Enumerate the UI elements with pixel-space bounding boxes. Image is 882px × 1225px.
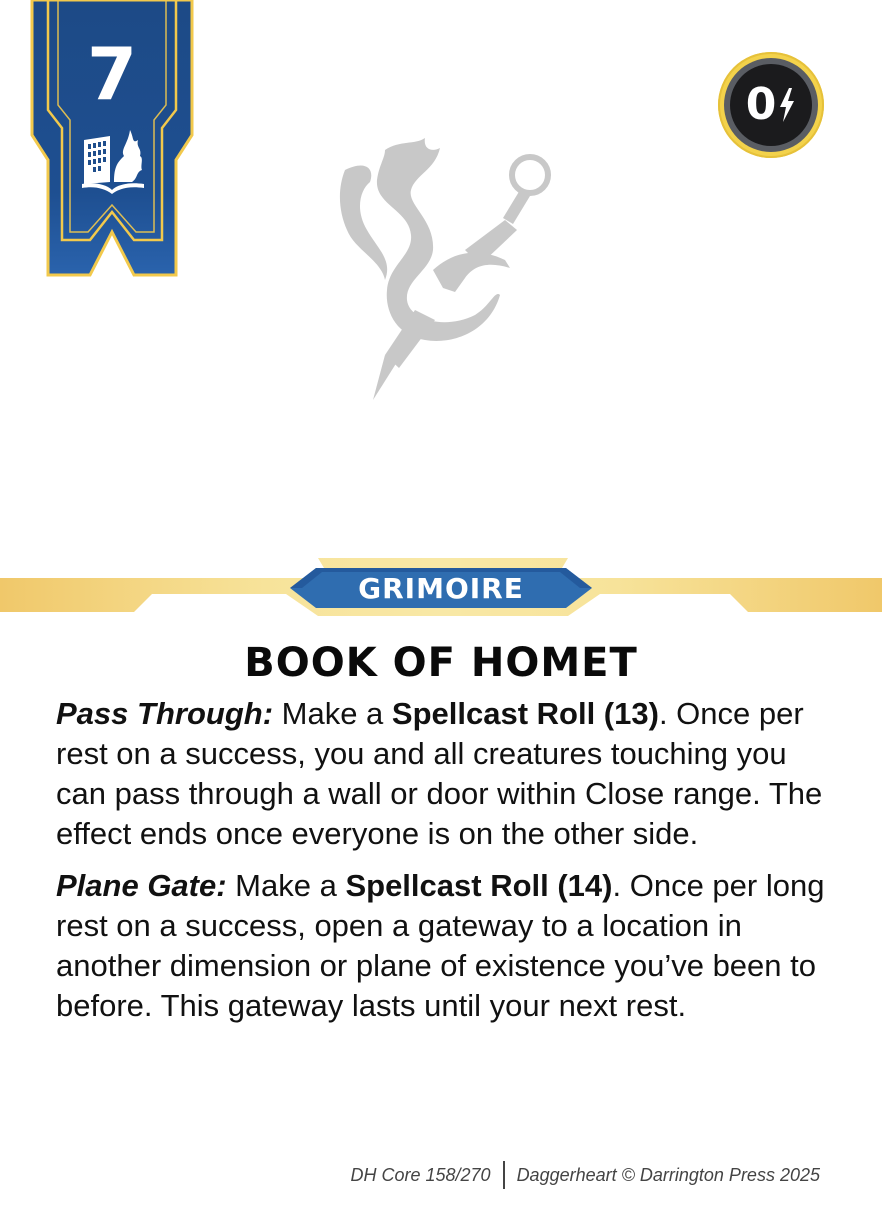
ability-pass-through: Pass Through: Make a Spellcast Roll (13). Once per rest on a success, you and all creatures touching you can pass through a wall or door within Close range. The effect ends once everyone is on the other side. [56,696,823,851]
lightning-bolt-icon [778,88,796,122]
spellcast-roll: Spellcast Roll (13) [391,696,659,731]
card-abilities [56,694,826,1038]
ability-name: Plane Gate: [56,868,227,903]
ability-name: Pass Through: [56,696,274,731]
spellcast-roll: Spellcast Roll (14) [345,868,613,903]
recall-cost-value: 0 [745,79,777,130]
footer-divider [503,1161,505,1189]
ability-plane-gate: Plane Gate: Make a Spellcast Roll (14). Once per long rest on a success, open a gateway to a location in another dimension or plane of existence you’ve been to before. This gateway lasts until your next rest. [56,868,825,1023]
set-number: DH Core 158/270 [350,1164,491,1185]
grimoire-book-fire-icon [80,126,146,194]
recall-cost-badge [718,52,824,158]
card-level: 7 [86,32,138,116]
card-title: BOOK OF HOMET [244,640,638,686]
card-footer [350,1161,820,1189]
copyright: Daggerheart © Darrington Press 2025 [516,1164,820,1185]
card-type-label: GRIMOIRE [358,572,524,605]
domain-emblem-sword-icon [315,130,565,410]
